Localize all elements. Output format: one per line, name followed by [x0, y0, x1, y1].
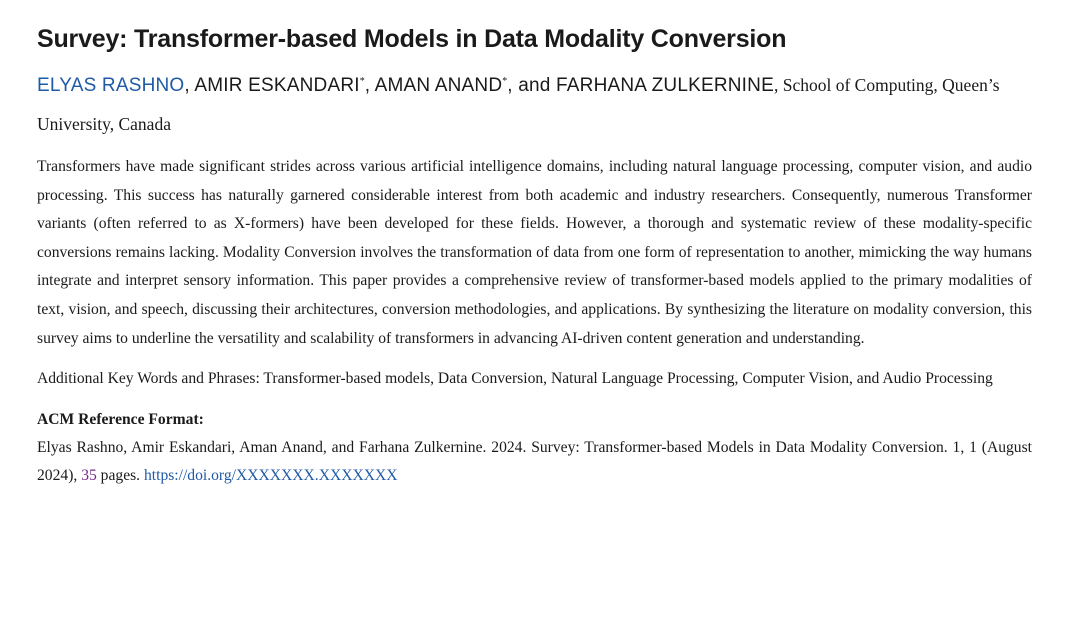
author-separator: , and	[507, 75, 557, 96]
reference-heading: ACM Reference Format:	[37, 410, 204, 428]
author-aman-anand: AMAN ANAND	[374, 75, 503, 96]
keywords: Additional Key Words and Phrases: Transformer-based models, Data Conversion, Natural Language Processing, Computer Vision, and Audio Processing	[37, 370, 993, 388]
author-farhana-zulkernine: FARHANA ZULKERNINE	[556, 75, 774, 96]
author-separator: ,	[184, 75, 195, 96]
reference-text: Elyas Rashno, Amir Eskandari, Aman Anand, and Farhana Zulkernine. 2024. Survey: Transformer-based Models in Data Modality Conversion. 1, 1 (August 2024),	[37, 438, 1032, 485]
author-separator: ,	[364, 75, 375, 96]
page-count-link[interactable]: 35	[81, 467, 97, 485]
paper-title: Survey: Transformer-based Models in Data Modality Conversion	[37, 25, 787, 53]
reference-citation	[37, 434, 1032, 491]
equal-contribution-mark: *	[359, 76, 365, 88]
author-amir-eskandari: AMIR ESKANDARI	[194, 75, 360, 96]
author-affiliation: , School of Computing, Queen’s University, Canada	[37, 75, 1000, 134]
author-line	[37, 66, 1032, 143]
abstract: Transformers have made significant strides across various artificial intelligence domains, including natural language processing, computer vision, and audio processing. This success has naturally garnered considerable interest from both academic and industry researchers. Consequently, numerous Transformer variants (often referred to as X-formers) have been developed for these fields. However, a thorough and systematic review of these modality-specific conversions remains lacking. Modality Conversion involves the transformation of data from one form of representation to another, mimicking the way humans integrate and interpret sensory information. This paper provides a comprehensive review of transformer-based models applied to the primary modalities of text, vision, and speech, discussing their architectures, conversion methodologies, and applications. By synthesizing the literature on modality conversion, this survey aims to underline the versatility and scalability of transformers in advancing AI-driven content generation and understanding.	[37, 158, 1032, 347]
doi-link[interactable]: https://doi.org/XXXXXXX.XXXXXXX	[143, 467, 398, 485]
paper-front-matter	[37, 22, 1032, 491]
reference-pages-suffix: pages.	[96, 467, 144, 485]
author-elyas-rashno[interactable]: ELYAS RASHNO	[37, 75, 185, 96]
equal-contribution-mark: *	[502, 76, 508, 88]
